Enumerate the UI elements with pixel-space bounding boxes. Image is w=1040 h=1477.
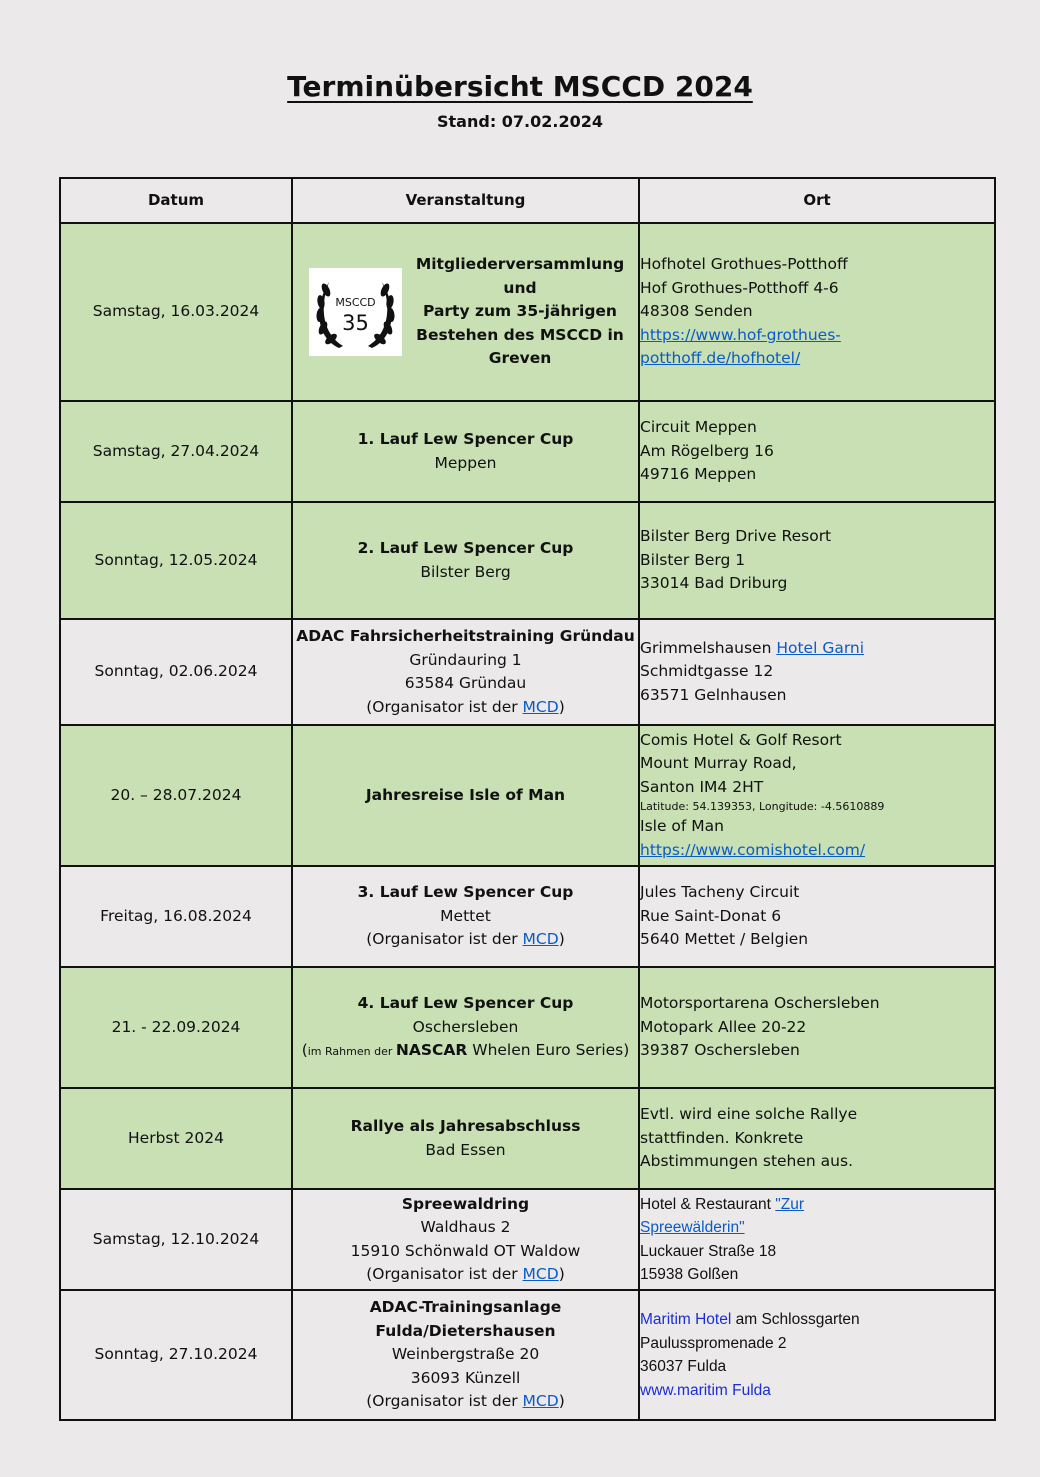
row-date: 21. - 22.09.2024 — [60, 967, 292, 1088]
row-place — [639, 1189, 995, 1290]
table-row — [60, 223, 995, 401]
event-line: 36093 Künzell — [410, 1368, 521, 1387]
place-line: 15938 Golßen — [640, 1266, 739, 1283]
row-event — [292, 1189, 639, 1290]
schedule-table — [59, 177, 996, 1421]
row-date: Herbst 2024 — [60, 1088, 292, 1189]
note-rest-text: Whelen Euro Series) — [467, 1041, 630, 1060]
row-date: Samstag, 16.03.2024 — [60, 223, 292, 401]
note-paren: ( — [301, 1041, 308, 1060]
page-subtitle: Stand: 07.02.2024 — [437, 112, 603, 131]
event-line: Waldhaus 2 — [420, 1218, 511, 1236]
event-title: Spreewaldring — [401, 1194, 530, 1213]
event-line: 15910 Schönwald OT Waldow — [350, 1241, 581, 1260]
event-sub: Bilster Berg — [420, 562, 511, 581]
event-line: und — [503, 278, 537, 297]
table-row — [60, 1290, 995, 1420]
row-date: Freitag, 16.08.2024 — [60, 866, 292, 967]
place-line: 39387 Oschersleben — [640, 1041, 800, 1060]
column-header-date: Datum — [60, 178, 292, 223]
place-line: Hofhotel Grothues-Potthoff — [640, 255, 848, 274]
row-event — [292, 1088, 639, 1189]
row-event — [292, 401, 639, 502]
column-header-event: Veranstaltung — [292, 178, 639, 223]
row-place — [639, 401, 995, 502]
event-title: 4. Lauf Lew Spencer Cup — [357, 994, 574, 1013]
mcd-link[interactable]: MCD — [522, 697, 559, 716]
table-header-row — [60, 178, 995, 223]
event-title: 1. Lauf Lew Spencer Cup — [357, 430, 574, 448]
organizer-note — [293, 1390, 638, 1414]
place-line: Am Rögelberg 16 — [640, 441, 774, 460]
place-line: Evtl. wird eine solche Rallye — [640, 1105, 858, 1124]
organizer-note — [293, 696, 638, 720]
organizer-suffix: ) — [558, 1265, 565, 1283]
place-line: Bilster Berg 1 — [640, 550, 746, 569]
organizer-suffix: ) — [558, 930, 565, 949]
place-line: Circuit Meppen — [640, 418, 757, 437]
column-header-place: Ort — [639, 178, 995, 223]
place-line: Comis Hotel & Golf Resort — [640, 730, 842, 749]
event-title: ADAC-Trainingsanlage — [369, 1298, 562, 1317]
event-note — [293, 1039, 638, 1063]
organizer-prefix: (Organisator ist der — [366, 697, 523, 716]
row-date: Sonntag, 12.05.2024 — [60, 502, 292, 619]
row-place — [639, 967, 995, 1088]
table-row — [60, 866, 995, 967]
place-line: 33014 Bad Driburg — [640, 574, 788, 593]
hotel-website-link[interactable]: https://www.hof-grothues- — [640, 325, 841, 344]
organizer-note — [293, 928, 638, 952]
row-place — [639, 725, 995, 866]
hotel-garni-link[interactable]: Hotel Garni — [776, 638, 865, 657]
coordinates-text: Latitude: 54.139353, Longitude: -4.5610889 — [640, 800, 885, 814]
laurel-wreath-icon — [309, 268, 402, 356]
comishotel-link[interactable]: https://www.comishotel.com/ — [640, 840, 866, 859]
page-title: Terminübersicht MSCCD 2024 — [287, 70, 753, 103]
maritim-hotel-text[interactable]: Maritim Hotel — [640, 1311, 732, 1328]
organizer-prefix: (Organisator ist der — [366, 930, 523, 949]
event-title: 3. Lauf Lew Spencer Cup — [357, 883, 574, 902]
table-row — [60, 1189, 995, 1290]
event-line: Gründauring 1 — [409, 650, 522, 669]
event-line: Party zum 35-jährigen — [423, 302, 617, 321]
row-date: Sonntag, 02.06.2024 — [60, 619, 292, 725]
row-place — [639, 1290, 995, 1420]
event-line: Greven — [488, 349, 552, 368]
place-line — [640, 637, 994, 661]
event-line: Bestehen des MSCCD in — [416, 325, 624, 344]
row-date: 20. – 28.07.2024 — [60, 725, 292, 866]
row-place — [639, 866, 995, 967]
place-line: Hof Grothues-Potthoff 4-6 — [640, 278, 839, 297]
organizer-suffix: ) — [558, 697, 565, 716]
place-line: 49716 Meppen — [640, 465, 757, 484]
hotel-website-link-cont[interactable]: potthoff.de/hofhotel/ — [640, 349, 801, 368]
place-prefix: Grimmelshausen — [640, 638, 777, 657]
row-place — [639, 502, 995, 619]
mcd-link[interactable]: MCD — [522, 930, 559, 949]
event-title: ADAC Fahrsicherheitstraining Gründau — [296, 627, 635, 645]
place-line: Abstimmungen stehen aus. — [640, 1152, 853, 1171]
table-row — [60, 725, 995, 866]
row-date: Samstag, 27.04.2024 — [60, 401, 292, 502]
event-sub: Bad Essen — [425, 1140, 506, 1159]
event-line: Weinbergstraße 20 — [391, 1345, 540, 1364]
place-line: Paulusspromenade 2 — [640, 1334, 787, 1352]
note-small-text: im Rahmen der — [307, 1045, 396, 1059]
msccd-35-logo — [309, 268, 402, 356]
event-sub: Mettet — [440, 906, 491, 925]
table-row — [60, 502, 995, 619]
row-event — [292, 223, 639, 401]
event-line: 63584 Gründau — [404, 674, 527, 692]
place-prefix: Hotel & Restaurant — [640, 1195, 776, 1213]
table-row — [60, 401, 995, 502]
organizer-suffix: ) — [558, 1392, 565, 1411]
event-title-cont: Fulda/Dietershausen — [375, 1321, 556, 1340]
mcd-link[interactable]: MCD — [522, 1392, 559, 1411]
place-line: Jules Tacheny Circuit — [640, 883, 800, 902]
place-line: 63571 Gelnhausen — [640, 685, 787, 704]
place-line — [640, 1193, 994, 1217]
place-rest: am Schlossgarten — [731, 1311, 860, 1328]
event-line: Mitgliederversammlung — [415, 255, 625, 274]
row-place — [639, 223, 995, 401]
place-line: Motorsportarena Oschersleben — [640, 994, 880, 1013]
place-line: Schmidtgasse 12 — [640, 662, 774, 681]
row-event — [292, 967, 639, 1088]
row-event — [292, 502, 639, 619]
place-line: Motopark Allee 20-22 — [640, 1017, 807, 1036]
row-event — [292, 725, 639, 866]
row-date: Sonntag, 27.10.2024 — [60, 1290, 292, 1420]
place-line: Santon IM4 2HT — [640, 777, 764, 796]
event-sub: Oschersleben — [412, 1017, 519, 1036]
row-event — [292, 866, 639, 967]
place-line: stattfinden. Konkrete — [640, 1128, 804, 1147]
organizer-prefix: (Organisator ist der — [366, 1392, 523, 1411]
place-line: 48308 Senden — [640, 302, 753, 321]
row-date: Samstag, 12.10.2024 — [60, 1189, 292, 1290]
place-line: Rue Saint-Donat 6 — [640, 906, 782, 925]
spreewaelderin-link-cont[interactable]: Spreewälderin" — [640, 1219, 745, 1236]
place-line: Luckauer Straße 18 — [640, 1242, 777, 1260]
logo-number: 35 — [342, 311, 369, 335]
place-line: 5640 Mettet / Belgien — [640, 930, 809, 949]
event-sub: Meppen — [434, 453, 497, 472]
event-title: Rallye als Jahresabschluss — [350, 1117, 581, 1135]
logo-text: MSCCD — [335, 296, 376, 309]
row-place — [639, 619, 995, 725]
place-line: Bilster Berg Drive Resort — [640, 527, 832, 546]
spreewaelderin-link[interactable]: "Zur — [775, 1195, 805, 1213]
place-line: Mount Murray Road, — [640, 754, 797, 773]
table-row — [60, 967, 995, 1088]
organizer-note — [293, 1263, 638, 1287]
row-event — [292, 619, 639, 725]
organizer-prefix: (Organisator ist der — [366, 1265, 523, 1283]
row-event — [292, 1290, 639, 1420]
mcd-link[interactable]: MCD — [522, 1265, 559, 1283]
event-title: 2. Lauf Lew Spencer Cup — [357, 539, 574, 557]
table-row — [60, 619, 995, 725]
maritim-fulda-link[interactable]: www.maritim Fulda — [640, 1381, 771, 1399]
nascar-text: NASCAR — [395, 1041, 468, 1060]
event-title: Jahresreise Isle of Man — [365, 785, 566, 804]
place-line — [640, 1308, 994, 1332]
place-line: Isle of Man — [640, 817, 724, 836]
place-line: 36037 Fulda — [640, 1358, 727, 1375]
row-place — [639, 1088, 995, 1189]
table-row — [60, 1088, 995, 1189]
